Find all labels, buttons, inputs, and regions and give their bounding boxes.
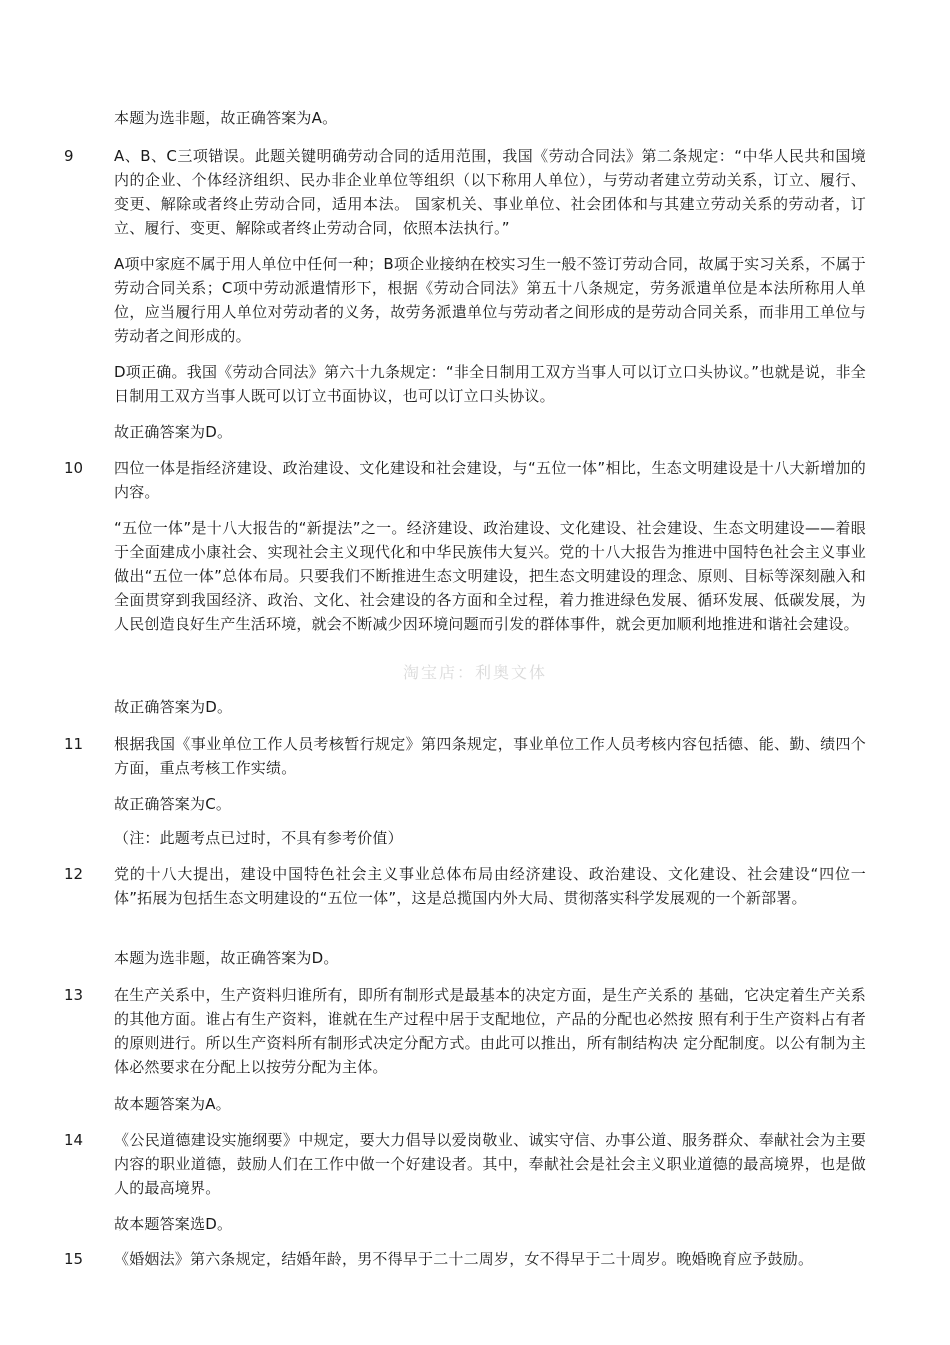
item-paragraph: 党的十八大提出，建设中国特色社会主义事业总体布局由经济建设、政治建设、文化建设、社会建设“四位一体”拓展为包括生态文明建设的“五位一体”，这是总揽国内外大局、贯彻落实科学发展观的一个新部署。: [114, 865, 866, 907]
item-paragraph: 在生产关系中，生产资料归谁所有，即所有制形式是最基本的决定方面，是生产关系的 基础，它决定着生产关系的其他方面。谁占有生产资料，谁就在生产过程中居于支配地位，产品的分配也必然按 照有利于生产资料占有者的原则进行。所以生产资料所有制形式决定分配方式。由此可以推出，所有制结构决 定分配制度。以公有制为主体必然要求在分配上以按劳分配为主体。: [114, 986, 866, 1076]
item-paragraph: A项中家庭不属于用人单位中任何一种；B项企业接纳在校实习生一般不签订劳动合同，故属于实习关系，不属于劳动合同关系；C项中劳动派遣情形下，根据《劳动合同法》第五十八条规定，劳务派遣单位是本法所称用人单位，应当履行用人单位对劳动者的义务，故劳务派遣单位与劳动者之间形成的是劳动合同关系，而非用工单位与劳动者之间形成的。: [114, 255, 866, 345]
item-number: 14: [64, 1131, 84, 1149]
item-answer: 本题为选非题，故正确答案为D。: [114, 949, 339, 967]
item-answer: 故正确答案为C。: [114, 795, 232, 813]
item-paragraph: 根据我国《事业单位工作人员考核暂行规定》第四条规定，事业单位工作人员考核内容包括德、能、勤、绩四个方面，重点考核工作实绩。: [114, 735, 866, 777]
item-answer: 故本题答案选D。: [114, 1215, 233, 1233]
item-paragraph: A、B、C三项错误。此题关键明确劳动合同的适用范围，我国《劳动合同法》第二条规定：“中华人民共和国境内的企业、个体经济组织、民办非企业单位等组织（以下称用人单位），与劳动者建立劳动关系，订立、履行、变更、解除或者终止劳动合同，适用本法。 国家机关、事业单位、社会团体和与其建立劳动关系的劳动者，订立、履行、变更、解除或者终止劳动合同，依照本法执行。”: [114, 147, 866, 237]
item-paragraph: D项正确。我国《劳动合同法》第六十九条规定：“非全日制用工双方当事人可以订立口头协议。”也就是说，非全日制用工双方当事人既可以订立书面协议，也可以订立口头协议。: [114, 363, 866, 405]
item-paragraph: 《公民道德建设实施纲要》中规定，要大力倡导以爱岗敬业、诚实守信、办事公道、服务群众、奉献社会为主要内容的职业道德，鼓励人们在工作中做一个好建设者。其中，奉献社会是社会主义职业道德的最高境界，也是做人的最高境界。: [114, 1131, 866, 1197]
item-answer: 故本题答案为A。: [114, 1095, 231, 1113]
item-note: （注：此题考点已过时，不具有参考价值）: [114, 829, 403, 847]
watermark: 淘宝店：利奥文体: [402, 663, 547, 682]
item-number: 10: [64, 459, 84, 477]
item-number: 12: [64, 865, 84, 883]
item-answer: 故正确答案为D。: [114, 698, 233, 716]
item-number: 9: [64, 147, 74, 165]
item-paragraph: 四位一体是指经济建设、政治建设、文化建设和社会建设，与“五位一体”相比，生态文明建设是十八大新增加的内容。: [114, 459, 866, 501]
item-answer: 故正确答案为D。: [114, 423, 233, 441]
item-number: 11: [64, 735, 84, 753]
intro-answer: 本题为选非题，故正确答案为A。: [114, 109, 338, 127]
item-number: 13: [64, 986, 84, 1004]
item-number: 15: [64, 1250, 84, 1268]
item-paragraph: “五位一体”是十八大报告的“新提法”之一。经济建设、政治建设、文化建设、社会建设、生态文明建设——着眼于全面建成小康社会、实现社会主义现代化和中华民族伟大复兴。党的十八大报告为推进中国特色社会主义事业做出“五位一体”总体布局。只要我们不断推进生态文明建设，把生态文明建设的理念、原则、目标等深刻融入和全面贯穿到我国经济、政治、文化、社会建设的各方面和全过程，着力推进绿色发展、循环发展、低碳发展，为人民创造良好生产生活环境，就会不断减少因环境问题而引发的群体事件，就会更加顺利地推进和谐社会建设。: [114, 519, 866, 633]
item-paragraph: 《婚姻法》第六条规定，结婚年龄，男不得早于二十二周岁，女不得早于二十周岁。晚婚晚育应予鼓励。: [114, 1250, 814, 1268]
